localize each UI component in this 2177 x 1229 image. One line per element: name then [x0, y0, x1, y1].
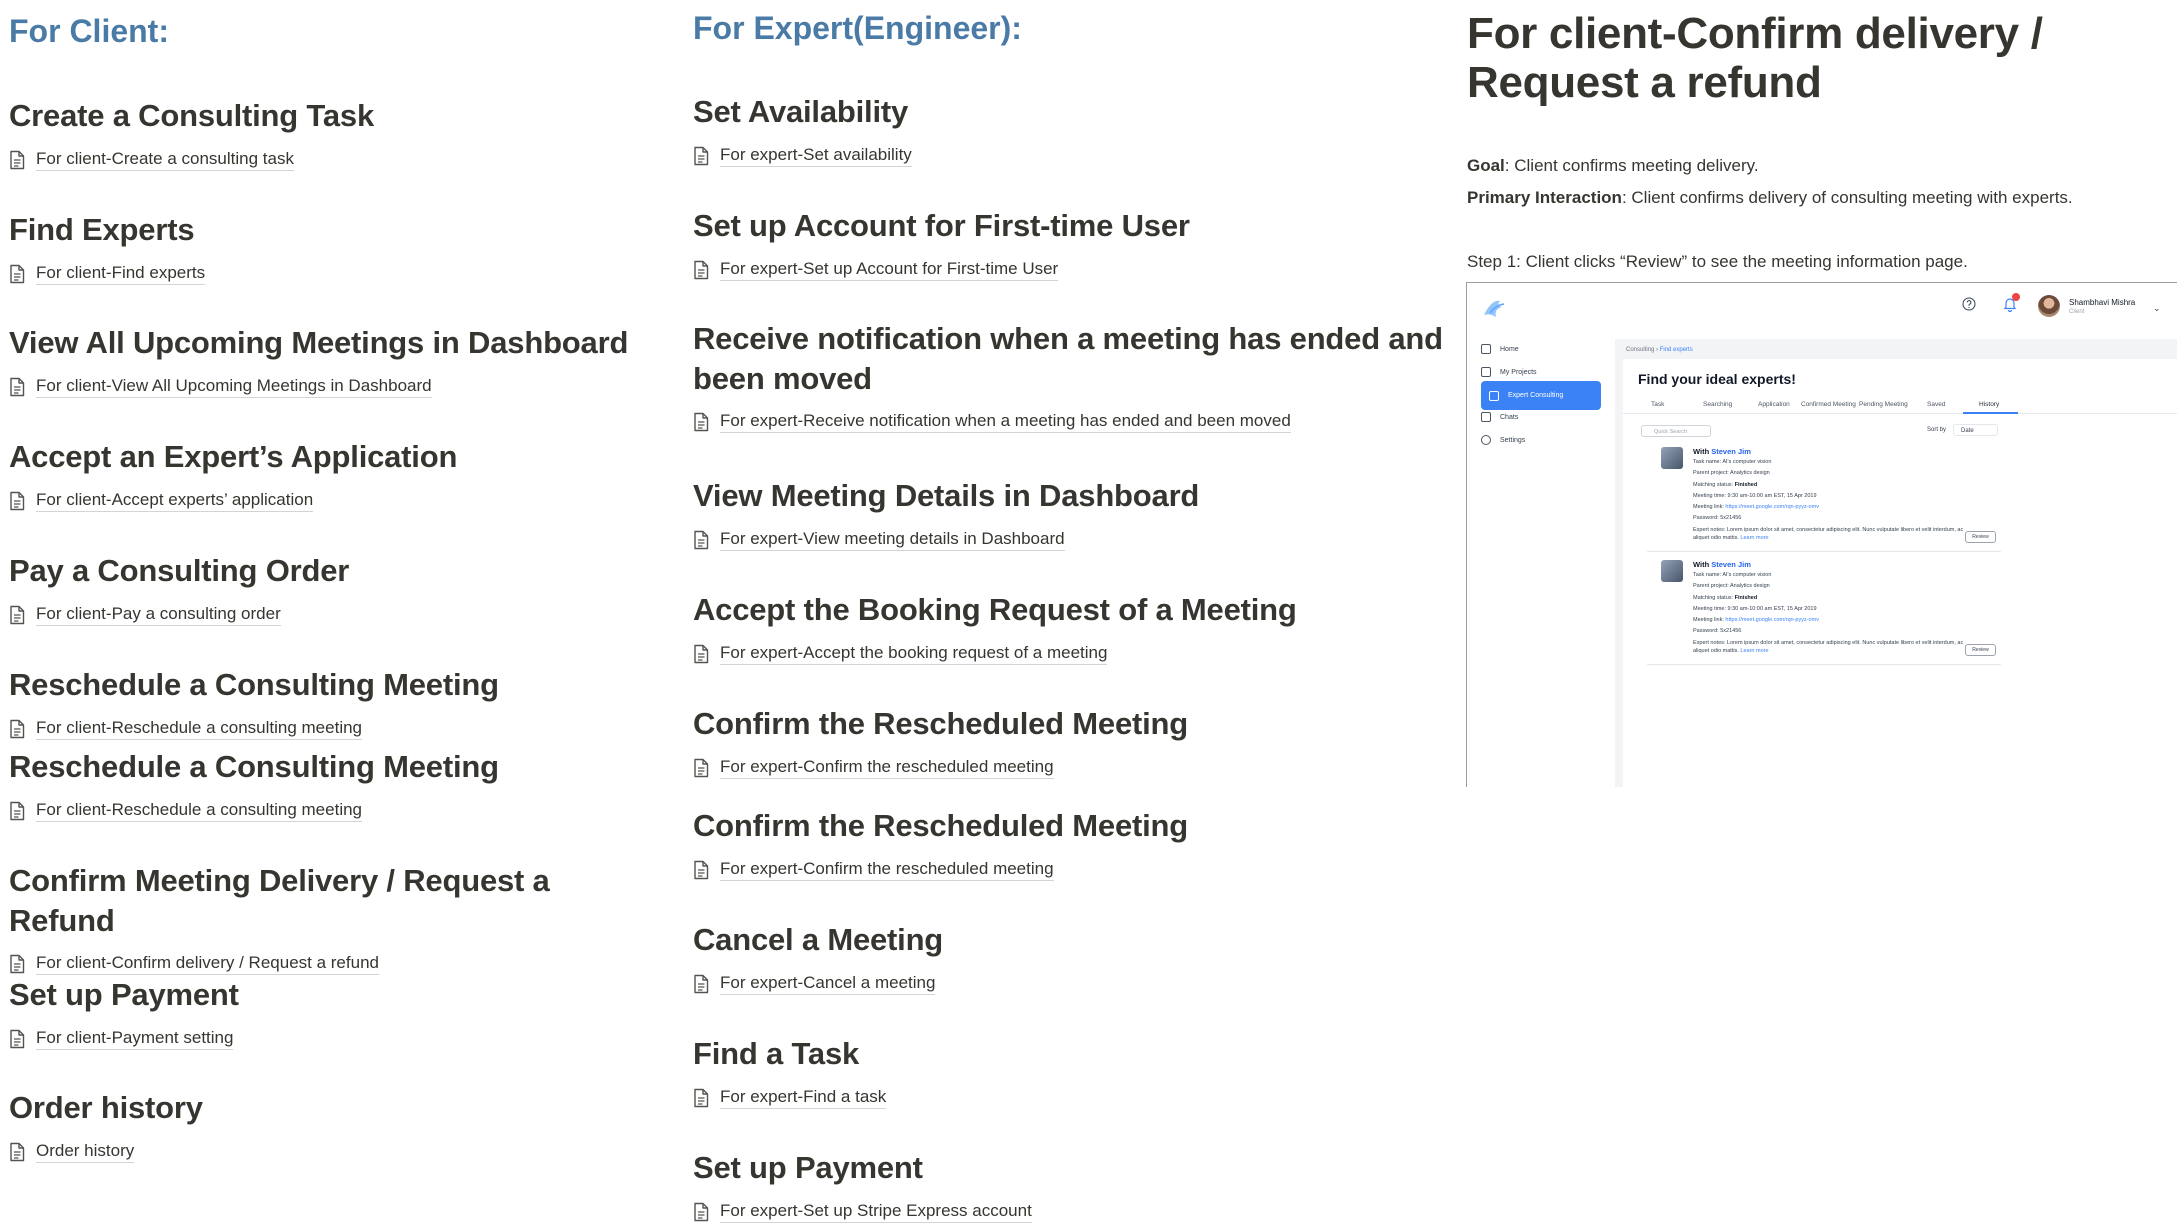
sidebar-item-my-projects[interactable] [1481, 367, 1537, 377]
sidebar-item-label: Chats [1500, 413, 1519, 421]
status-value: Finished [1734, 482, 1758, 488]
client-section-heading: For Client: [9, 13, 169, 49]
page-document-icon [693, 758, 709, 778]
section-title: Set Availability [693, 94, 909, 129]
meeting-with [1693, 447, 1751, 456]
status-label: Matching status: [1693, 482, 1735, 488]
tab-application[interactable]: Application [1758, 401, 1790, 408]
client-section-5 [9, 551, 659, 626]
page-document-icon [693, 1202, 709, 1222]
grid-icon [1481, 367, 1491, 377]
meeting-password: Password: 5x21456 [1693, 515, 1742, 521]
client-section-6 [9, 665, 659, 740]
user-role: Client [2069, 309, 2085, 315]
expert-section-10 [693, 1148, 1453, 1223]
sidebar-item-home[interactable] [1481, 344, 1519, 354]
tab-bar [1623, 399, 2177, 414]
page-link[interactable] [9, 376, 659, 398]
section-title: Pay a Consulting Order [9, 553, 350, 588]
client-section-7 [9, 747, 659, 822]
page-document-icon [9, 605, 25, 625]
section-title: Confirm the Rescheduled Meeting [693, 706, 1189, 741]
expert-avatar [1661, 560, 1683, 582]
help-icon[interactable] [1962, 297, 1976, 311]
page-link[interactable] [693, 145, 1453, 167]
page-link[interactable] [9, 800, 659, 822]
sort-by-label: Sort by [1927, 427, 1947, 433]
page-link-text[interactable]: For client-Reschedule a consulting meeting [36, 800, 362, 822]
section-title: Create a Consulting Task [9, 98, 374, 133]
section-title: Set up Account for First-time User [693, 208, 1190, 243]
page-document-icon [9, 150, 25, 170]
page-document-icon [693, 412, 709, 432]
mail-icon [1481, 412, 1491, 422]
page-document-icon [9, 954, 25, 974]
chevron-down-icon[interactable]: ⌄ [2153, 303, 2161, 313]
active-tab-indicator [1963, 412, 2018, 414]
link-label: Meeting link: [1693, 617, 1726, 623]
tab-confirmed-meeting[interactable]: Confirmed Meeting [1801, 401, 1856, 408]
review-button[interactable]: Review [1965, 531, 1996, 543]
parent-project: Parent project: Analytics design [1693, 583, 1770, 589]
page-link-text[interactable]: For client-View All Upcoming Meetings in Dashboard [36, 376, 432, 398]
expert-notes-cont [1693, 535, 1769, 541]
expert-section-1 [693, 92, 1453, 167]
detail-page-title: For client-Confirm delivery / Request a refund [1467, 9, 2043, 107]
breadcrumb [1626, 347, 1693, 353]
app-top-bar [1467, 283, 2177, 339]
sidebar-item-expert-consulting[interactable] [1481, 381, 1601, 410]
client-section-2 [9, 210, 659, 285]
notes-continuation: aliquet odio mattis. [1693, 648, 1741, 654]
page-document-icon [693, 146, 709, 166]
meeting-password: Password: 5x21456 [1693, 628, 1742, 634]
client-section-8 [9, 861, 659, 975]
primary-interaction-label: Primary Interaction [1467, 188, 1622, 207]
section-title: Reschedule a Consulting Meeting [9, 749, 499, 784]
section-title: Find Experts [9, 212, 195, 247]
sidebar-item-chats[interactable] [1481, 412, 1518, 422]
page-link-text[interactable]: For client-Find experts [36, 263, 205, 285]
section-title: Set up Payment [693, 1150, 923, 1185]
tab-searching[interactable]: Searching [1703, 401, 1733, 408]
meeting-time: Meeting time: 9:30 am-10:00 am EST, 15 Apr 2019 [1693, 606, 1817, 612]
gear-icon [1481, 435, 1491, 445]
page-link-text[interactable]: For expert-Find a task [720, 1087, 886, 1109]
client-section-4 [9, 437, 659, 512]
review-button[interactable]: Review [1965, 644, 1996, 656]
tab-saved[interactable]: Saved [1927, 401, 1946, 408]
page-link-text[interactable]: For client-Reschedule a consulting meeting [36, 718, 362, 740]
meeting-link-row [1693, 617, 1819, 623]
section-title: Receive notification when a meeting has ended and been moved [693, 321, 1443, 396]
page-link[interactable] [9, 263, 659, 285]
page-link[interactable] [693, 859, 1453, 881]
expert-section-5 [693, 590, 1453, 665]
expert-notes-cont [1693, 648, 1769, 654]
page-document-icon [693, 1088, 709, 1108]
with-prefix: With [1693, 447, 1712, 456]
page-link-text[interactable]: For expert-Accept the booking request of a meeting [720, 643, 1107, 665]
page-link-text[interactable]: For expert-Set up Account for First-time User [720, 259, 1058, 281]
page-document-icon [9, 491, 25, 511]
notification-dot [2012, 293, 2020, 301]
meeting-link-row [1693, 504, 1819, 510]
page-link-text[interactable]: For expert-Confirm the rescheduled meeting [720, 859, 1054, 881]
meeting-link[interactable]: https://meet.google.com/rqn-pyyz-omv [1725, 617, 1819, 623]
section-title: Order history [9, 1090, 203, 1125]
page-link[interactable] [693, 757, 1453, 779]
status-value: Finished [1734, 595, 1758, 601]
meeting-link[interactable]: https://meet.google.com/rqn-pyyz-omv [1725, 504, 1819, 510]
expert-avatar [1661, 447, 1683, 469]
page-link-text[interactable]: For client-Payment setting [36, 1028, 233, 1050]
page-link-text[interactable]: For expert-Confirm the rescheduled meeting [720, 757, 1054, 779]
primary-interaction-text: : Client confirms delivery of consulting meeting with experts. [1621, 188, 2073, 207]
page-link[interactable] [693, 1201, 1453, 1223]
page-link[interactable] [693, 259, 1453, 281]
tab-task[interactable]: Task [1651, 401, 1665, 408]
sort-select[interactable]: Date [1953, 424, 1998, 436]
expert-section-heading: For Expert(Engineer): [693, 10, 1022, 46]
page-link[interactable] [9, 1141, 659, 1163]
breadcrumb-find-experts[interactable]: Find experts [1659, 347, 1693, 353]
page-document-icon [9, 1142, 25, 1162]
status-label: Matching status: [1693, 595, 1735, 601]
task-name: Task name: AI's computer vision [1693, 459, 1772, 465]
sidebar-item-label: My Projects [1500, 368, 1537, 376]
sidebar-item-label: Settings [1500, 436, 1526, 444]
expert-section-4 [693, 476, 1453, 551]
page-link[interactable] [9, 1028, 659, 1050]
page-document-icon [693, 860, 709, 880]
home-icon [1481, 344, 1491, 354]
page-link[interactable] [693, 973, 1453, 995]
page-link-text[interactable]: For client-Create a consulting task [36, 149, 294, 171]
page-link[interactable] [693, 411, 1453, 433]
section-title: View Meeting Details in Dashboard [693, 478, 1200, 513]
card-title: Find your ideal experts! [1638, 371, 1796, 387]
matching-status [1693, 595, 1757, 601]
client-section-9 [9, 975, 659, 1050]
section-title: Cancel a Meeting [693, 922, 944, 957]
tab-pending-meeting[interactable]: Pending Meeting [1859, 401, 1908, 408]
expert-section-9 [693, 1034, 1453, 1109]
client-section-10 [9, 1088, 659, 1163]
expert-notes: Expert notes: Lorem ipsum dolor sit amet, consectetur adipiscing elit. Nunc vulputate libero et velit interdum, ac [1693, 640, 1964, 646]
tab-history[interactable]: History [1979, 401, 2000, 408]
page-link-text[interactable]: For expert-Set up Stripe Express account [720, 1201, 1032, 1223]
section-title: Find a Task [693, 1036, 860, 1071]
page-document-icon [693, 530, 709, 550]
sidebar-item-label: Home [1500, 345, 1519, 353]
page-document-icon [9, 1029, 25, 1049]
page-document-icon [9, 801, 25, 821]
expert-section-8 [693, 920, 1453, 995]
section-title: Confirm Meeting Delivery / Request a Refund [9, 863, 550, 938]
page-link-text[interactable]: For expert-Cancel a meeting [720, 973, 935, 995]
page-link[interactable] [9, 490, 659, 512]
app-logo-icon [1480, 295, 1510, 321]
expert-name-link[interactable]: Steven Jim [1711, 447, 1751, 456]
step-1-text: Step 1: Client clicks “Review” to see the meeting information page. [1467, 252, 1968, 271]
sidebar-item-settings[interactable] [1481, 435, 1525, 445]
quick-search-input[interactable]: Quick Search [1641, 425, 1711, 437]
learn-more-link[interactable]: Learn more [1740, 648, 1769, 654]
page-link-text[interactable]: For expert-View meeting details in Dashboard [720, 529, 1065, 551]
client-section-3 [9, 323, 659, 398]
breadcrumb-consulting[interactable]: Consulting [1626, 347, 1655, 353]
meeting-time: Meeting time: 9:30 am-10:00 am EST, 15 Apr 2019 [1693, 493, 1817, 499]
client-section-1 [9, 96, 659, 171]
task-name: Task name: AI's computer vision [1693, 572, 1772, 578]
parent-project: Parent project: Analytics design [1693, 470, 1770, 476]
page-document-icon [9, 264, 25, 284]
goal-text: : Client confirms meeting delivery. [1504, 156, 1759, 175]
link-label: Meeting link: [1693, 504, 1726, 510]
expert-section-2 [693, 206, 1453, 281]
meeting-divider [1647, 664, 2001, 665]
goal-label: Goal [1467, 156, 1505, 175]
page-document-icon [693, 974, 709, 994]
page-document-icon [693, 644, 709, 664]
page-document-icon [9, 377, 25, 397]
meeting-with [1693, 560, 1751, 569]
page-link-text[interactable]: Order history [36, 1141, 134, 1163]
page-link-text[interactable]: For expert-Receive notification when a meeting has ended and been moved [720, 411, 1291, 433]
section-title: Confirm the Rescheduled Meeting [693, 808, 1189, 843]
section-title: Accept the Booking Request of a Meeting [693, 592, 1297, 627]
lightbulb-icon [1489, 391, 1499, 401]
section-title: View All Upcoming Meetings in Dashboard [9, 325, 629, 360]
expert-notes: Expert notes: Lorem ipsum dolor sit amet, consectetur adipiscing elit. Nunc vulputate libero et velit interdum, ac [1693, 527, 1964, 533]
page-link[interactable] [9, 604, 659, 626]
section-title: Accept an Expert’s Application [9, 439, 458, 474]
page-document-icon [9, 719, 25, 739]
expert-section-3 [693, 319, 1453, 433]
page-link[interactable] [693, 1087, 1453, 1109]
meeting-divider [1647, 551, 2001, 552]
page-link[interactable] [693, 643, 1453, 665]
section-title: Reschedule a Consulting Meeting [9, 667, 499, 702]
learn-more-link[interactable]: Learn more [1740, 535, 1769, 541]
section-title: Set up Payment [9, 977, 239, 1012]
embedded-app-screenshot [1466, 282, 2177, 787]
page-link-text[interactable]: For client-Pay a consulting order [36, 604, 281, 626]
goal-line [1467, 156, 1759, 176]
app-main-area [1615, 339, 2177, 787]
expert-name-link[interactable]: Steven Jim [1711, 560, 1751, 569]
page-link[interactable] [9, 149, 659, 171]
app-sidebar [1467, 339, 1615, 787]
user-name: Shambhavi Mishra [2069, 298, 2136, 307]
expert-section-6 [693, 704, 1453, 779]
page-link[interactable] [9, 718, 659, 740]
matching-status [1693, 482, 1757, 488]
breadcrumb-separator-icon: › [1656, 347, 1660, 353]
user-avatar[interactable] [2038, 295, 2060, 317]
with-prefix: With [1693, 560, 1712, 569]
experts-card [1623, 359, 2177, 787]
notes-continuation: aliquet odio mattis. [1693, 535, 1741, 541]
page-link-text[interactable]: For client-Confirm delivery / Request a refund [36, 953, 379, 975]
page-link-text[interactable]: For client-Accept experts’ application [36, 490, 313, 512]
page-link[interactable] [693, 529, 1453, 551]
page-link[interactable] [9, 953, 659, 975]
expert-section-7 [693, 806, 1453, 881]
page-link-text[interactable]: For expert-Set availability [720, 145, 912, 167]
page-document-icon [693, 260, 709, 280]
primary-interaction-line [1467, 188, 2073, 208]
sidebar-item-label: Expert Consulting [1508, 392, 1564, 399]
